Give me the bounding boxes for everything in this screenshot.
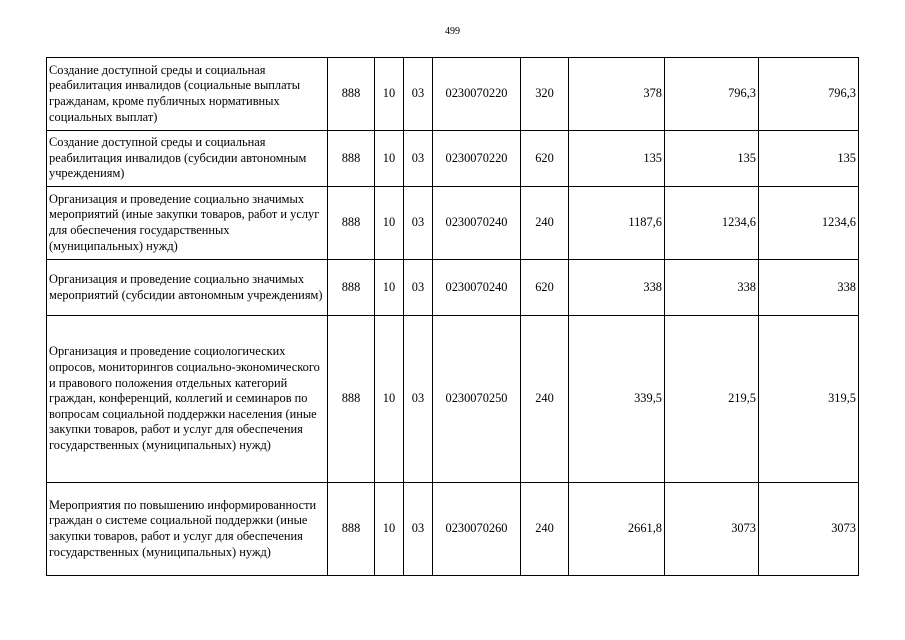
value-1: 2661,8 bbox=[569, 483, 665, 576]
target-article-code: 0230070240 bbox=[433, 187, 521, 260]
value-1: 378 bbox=[569, 58, 665, 131]
value-3: 796,3 bbox=[759, 58, 859, 131]
value-2: 219,5 bbox=[665, 316, 759, 483]
value-3: 338 bbox=[759, 260, 859, 316]
row-description: Создание доступной среды и социальная реабилитация инвалидов (социальные выплаты гражданам, кроме публичных нормативных социальных выплат) bbox=[47, 58, 328, 131]
target-article-code: 0230070220 bbox=[433, 131, 521, 187]
section-code: 10 bbox=[375, 187, 404, 260]
section-code: 10 bbox=[375, 58, 404, 131]
table-row bbox=[47, 483, 859, 576]
row-description: Мероприятия по повышению информированности граждан о системе социальной поддержки (иные закупки товаров, работ и услуг для обеспечения государственных (муниципальных) нужд) bbox=[47, 483, 328, 576]
section-code: 10 bbox=[375, 316, 404, 483]
value-1: 338 bbox=[569, 260, 665, 316]
subsection-code: 03 bbox=[404, 187, 433, 260]
ministry-code: 888 bbox=[328, 260, 375, 316]
row-description: Организация и проведение социально значимых мероприятий (субсидии автономным учреждениям) bbox=[47, 260, 328, 316]
value-1: 135 bbox=[569, 131, 665, 187]
expense-type-code: 620 bbox=[521, 131, 569, 187]
row-description: Создание доступной среды и социальная реабилитация инвалидов (субсидии автономным учреждениям) bbox=[47, 131, 328, 187]
value-2: 338 bbox=[665, 260, 759, 316]
ministry-code: 888 bbox=[328, 58, 375, 131]
value-2: 1234,6 bbox=[665, 187, 759, 260]
table-row bbox=[47, 260, 859, 316]
page-number: 499 bbox=[445, 26, 460, 37]
row-description: Организация и проведение социально значимых мероприятий (иные закупки товаров, работ и услуг для обеспечения государственных (муниципальных) нужд) bbox=[47, 187, 328, 260]
expense-type-code: 240 bbox=[521, 187, 569, 260]
expense-type-code: 240 bbox=[521, 483, 569, 576]
table-row bbox=[47, 316, 859, 483]
value-3: 319,5 bbox=[759, 316, 859, 483]
value-1: 1187,6 bbox=[569, 187, 665, 260]
value-3: 135 bbox=[759, 131, 859, 187]
value-2: 796,3 bbox=[665, 58, 759, 131]
ministry-code: 888 bbox=[328, 187, 375, 260]
target-article-code: 0230070250 bbox=[433, 316, 521, 483]
section-code: 10 bbox=[375, 131, 404, 187]
row-description: Организация и проведение социологических опросов, мониторингов социально-экономического и правового положения отдельных категорий граждан, конференций, коллегий и семинаров по вопросам социальной поддержки населения (иные закупки товаров, работ и услуг для обеспечения государственных (муниципальных) нужд) bbox=[47, 316, 328, 483]
expense-type-code: 320 bbox=[521, 58, 569, 131]
section-code: 10 bbox=[375, 260, 404, 316]
section-code: 10 bbox=[375, 483, 404, 576]
expense-type-code: 620 bbox=[521, 260, 569, 316]
value-3: 1234,6 bbox=[759, 187, 859, 260]
target-article-code: 0230070240 bbox=[433, 260, 521, 316]
subsection-code: 03 bbox=[404, 483, 433, 576]
subsection-code: 03 bbox=[404, 131, 433, 187]
subsection-code: 03 bbox=[404, 260, 433, 316]
ministry-code: 888 bbox=[328, 483, 375, 576]
value-2: 135 bbox=[665, 131, 759, 187]
value-3: 3073 bbox=[759, 483, 859, 576]
ministry-code: 888 bbox=[328, 316, 375, 483]
budget-table bbox=[46, 57, 859, 576]
subsection-code: 03 bbox=[404, 316, 433, 483]
expense-type-code: 240 bbox=[521, 316, 569, 483]
ministry-code: 888 bbox=[328, 131, 375, 187]
value-1: 339,5 bbox=[569, 316, 665, 483]
value-2: 3073 bbox=[665, 483, 759, 576]
table-row bbox=[47, 187, 859, 260]
table-row bbox=[47, 58, 859, 131]
target-article-code: 0230070220 bbox=[433, 58, 521, 131]
target-article-code: 0230070260 bbox=[433, 483, 521, 576]
subsection-code: 03 bbox=[404, 58, 433, 131]
table-row bbox=[47, 131, 859, 187]
